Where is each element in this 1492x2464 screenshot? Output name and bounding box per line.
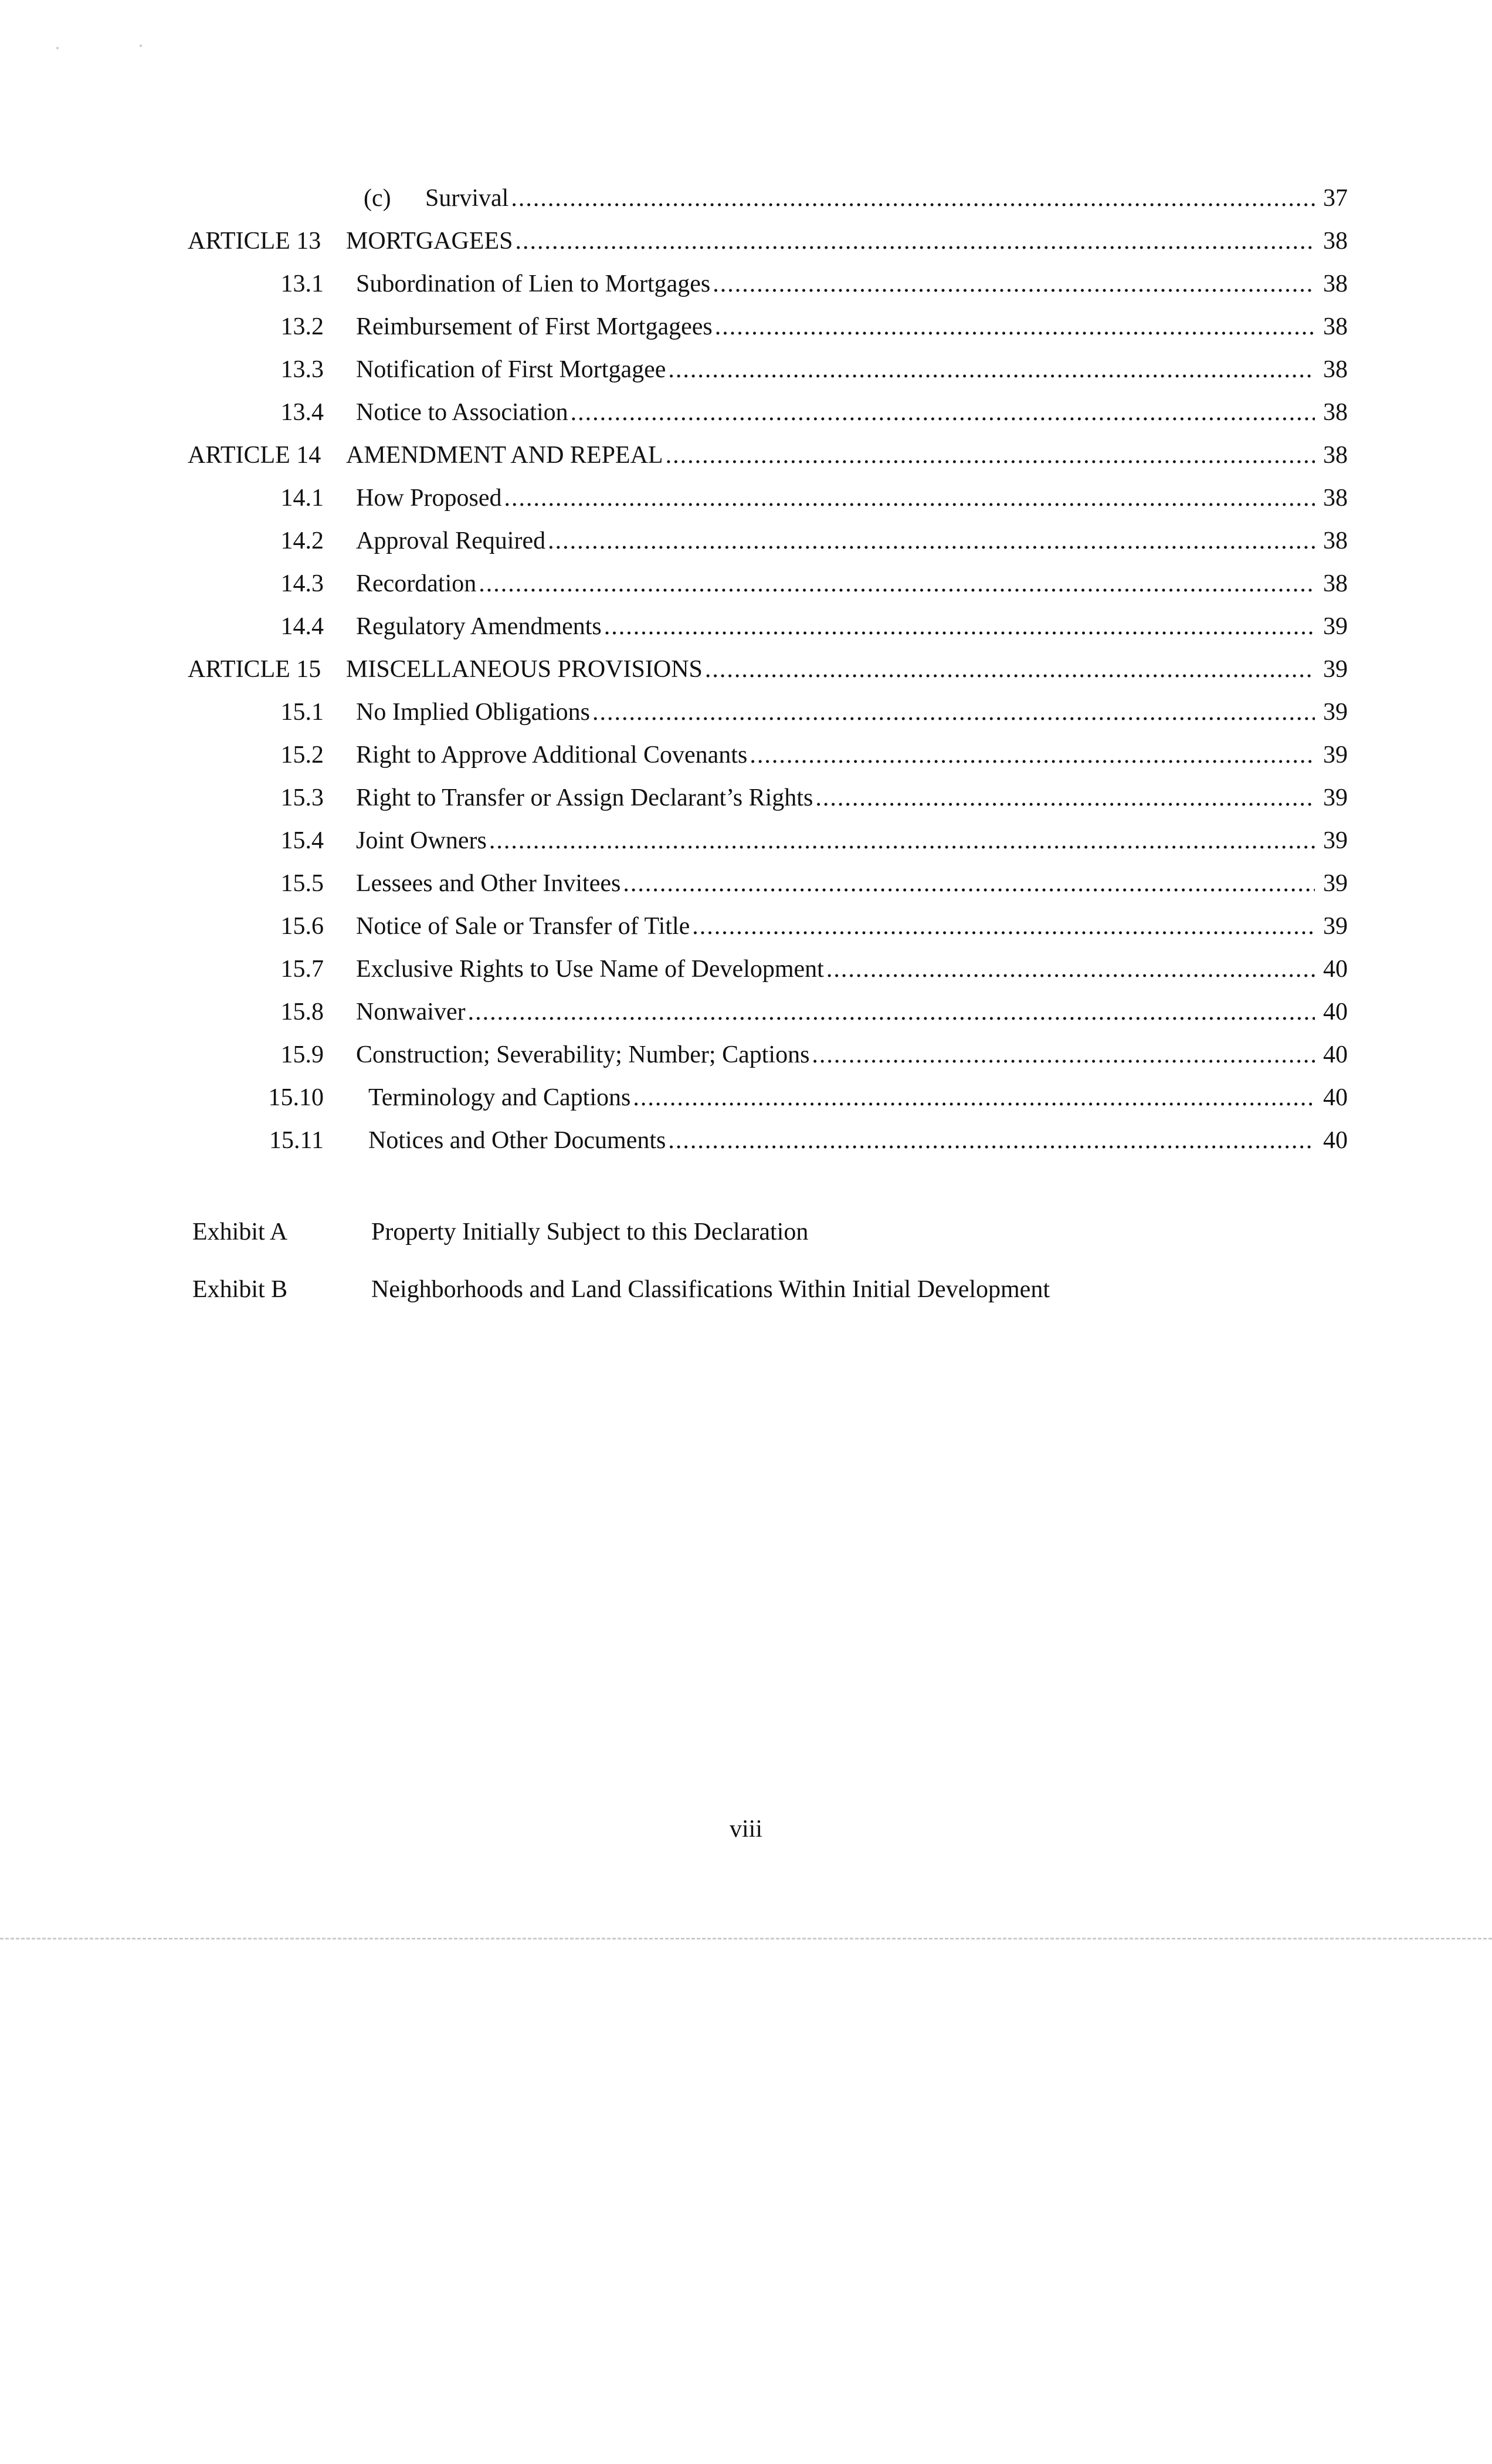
- toc-entry-page: 39: [1323, 827, 1348, 854]
- toc-entry-page: 40: [1323, 1084, 1348, 1111]
- toc-entry: [188, 948, 1348, 991]
- toc-entry-title: Approval Required: [356, 527, 546, 554]
- toc-entry-page: 38: [1323, 270, 1348, 297]
- toc-entry: [188, 1077, 1348, 1119]
- toc-entry: [188, 1034, 1348, 1077]
- dot-leader: [713, 263, 1315, 306]
- toc-entry-title: Lessees and Other Invitees: [356, 870, 621, 897]
- dot-leader: [468, 991, 1315, 1034]
- toc-entry-number: ARTICLE 13: [188, 228, 321, 255]
- toc-entry-title: Exclusive Rights to Use Name of Development: [356, 956, 824, 983]
- toc-entry-number: 13.3: [280, 356, 324, 383]
- toc-entry: [188, 520, 1348, 563]
- toc-entry-title: Joint Owners: [356, 827, 487, 854]
- toc-entry-title: Regulatory Amendments: [356, 613, 602, 640]
- toc-entry-line: [356, 391, 1348, 434]
- toc-entry-number: 15.5: [280, 870, 324, 897]
- scan-artifact-line: [0, 1938, 1492, 1940]
- toc-entry-number: 15.10: [268, 1084, 324, 1111]
- toc-entry-line: [356, 905, 1348, 948]
- dot-leader: [668, 1119, 1315, 1162]
- dot-leader: [623, 862, 1315, 905]
- toc-entry-number: 14.2: [280, 527, 324, 554]
- toc-entry: [188, 263, 1348, 306]
- toc-entry-title: Notice to Association: [356, 399, 568, 426]
- toc-entry: [188, 1119, 1348, 1162]
- toc-entry-line: [356, 820, 1348, 862]
- toc-entry-page: 39: [1323, 613, 1348, 640]
- toc-entry-line: [346, 220, 1348, 263]
- toc-entry: [188, 648, 1348, 691]
- toc-entry-page: 39: [1323, 742, 1348, 769]
- scan-speck: [140, 45, 142, 47]
- dot-leader: [489, 820, 1315, 862]
- toc-entry-page: 40: [1323, 1127, 1348, 1154]
- dot-leader: [666, 434, 1315, 477]
- toc-entry-line: [425, 177, 1348, 220]
- toc-entry: [188, 477, 1348, 520]
- dot-leader: [511, 177, 1315, 220]
- toc-entry-title: Reimbursement of First Mortgagees: [356, 313, 713, 340]
- dot-leader: [592, 691, 1315, 734]
- toc-entry-page: 40: [1323, 999, 1348, 1025]
- toc-entry-number: ARTICLE 15: [188, 656, 321, 683]
- exhibit-title: Property Initially Subject to this Declaration: [371, 1219, 809, 1245]
- toc-entry: [188, 691, 1348, 734]
- toc-entry-page: 39: [1323, 656, 1348, 683]
- exhibit-row: [192, 1272, 1307, 1329]
- toc-entry-line: [346, 648, 1348, 691]
- scan-speck: [56, 47, 59, 49]
- exhibit-title: Neighborhoods and Land Classifications Within Initial Development: [371, 1276, 1050, 1303]
- dot-leader: [515, 220, 1315, 263]
- toc-entry-number: 14.1: [280, 485, 324, 512]
- toc-entry-number: 15.11: [269, 1127, 324, 1154]
- toc-entry-page: 38: [1323, 527, 1348, 554]
- toc-entry-page: 38: [1323, 228, 1348, 255]
- toc-entry-title: Subordination of Lien to Mortgages: [356, 270, 711, 297]
- toc-entry-line: [356, 734, 1348, 777]
- toc-entry-page: 39: [1323, 784, 1348, 811]
- dot-leader: [705, 648, 1315, 691]
- toc-entry: [188, 862, 1348, 905]
- toc-entry-page: 38: [1323, 399, 1348, 426]
- toc-entry: [188, 177, 1348, 220]
- toc-entry-number: ARTICLE 14: [188, 442, 321, 469]
- dot-leader: [750, 734, 1315, 777]
- dot-leader: [504, 477, 1315, 520]
- toc-entry-line: [356, 948, 1348, 991]
- table-of-contents: [188, 177, 1348, 1162]
- toc-entry-title: Notification of First Mortgagee: [356, 356, 666, 383]
- toc-entry-line: [356, 862, 1348, 905]
- toc-entry-line: [356, 306, 1348, 348]
- toc-entry-page: 39: [1323, 913, 1348, 940]
- toc-entry-title: Right to Approve Additional Covenants: [356, 742, 748, 769]
- toc-entry-number: 15.4: [280, 827, 324, 854]
- toc-entry-title: Terminology and Captions: [368, 1084, 631, 1111]
- toc-entry-line: [356, 605, 1348, 648]
- toc-entry-page: 39: [1323, 699, 1348, 726]
- exhibit-row: [192, 1214, 1307, 1272]
- toc-entry: [188, 434, 1348, 477]
- toc-entry: [188, 991, 1348, 1034]
- toc-entry: [188, 306, 1348, 348]
- toc-entry-number: 14.3: [280, 570, 324, 597]
- dot-leader: [668, 348, 1315, 391]
- toc-entry-number: 15.7: [280, 956, 324, 983]
- toc-entry-line: [356, 563, 1348, 605]
- dot-leader: [548, 520, 1315, 563]
- toc-entry-page: 38: [1323, 313, 1348, 340]
- toc-entry-title: Notice of Sale or Transfer of Title: [356, 913, 690, 940]
- toc-entry-line: [346, 434, 1348, 477]
- toc-entry-number: 15.3: [280, 784, 324, 811]
- toc-entry-title: AMENDMENT AND REPEAL: [346, 442, 663, 469]
- toc-entry-title: How Proposed: [356, 485, 502, 512]
- toc-entry-line: [356, 477, 1348, 520]
- toc-entry-number: 13.1: [280, 270, 324, 297]
- toc-entry-title: Right to Transfer or Assign Declarant’s Rights: [356, 784, 813, 811]
- toc-entry-page: 38: [1323, 570, 1348, 597]
- toc-entry: [188, 734, 1348, 777]
- toc-entry-number: 15.1: [280, 699, 324, 726]
- toc-entry: [188, 605, 1348, 648]
- toc-entry-page: 38: [1323, 485, 1348, 512]
- dot-leader: [815, 777, 1315, 820]
- toc-entry-page: 38: [1323, 356, 1348, 383]
- toc-entry: [188, 563, 1348, 605]
- toc-entry: [188, 905, 1348, 948]
- dot-leader: [715, 306, 1315, 348]
- toc-entry-line: [356, 520, 1348, 563]
- toc-entry-page: 39: [1323, 870, 1348, 897]
- toc-entry-title: MISCELLANEOUS PROVISIONS: [346, 656, 703, 683]
- toc-entry-number: (c): [364, 185, 391, 212]
- toc-entry: [188, 391, 1348, 434]
- exhibit-label: Exhibit A: [192, 1219, 288, 1245]
- toc-entry-number: 14.4: [280, 613, 324, 640]
- toc-entry-title: Survival: [425, 185, 509, 212]
- dot-leader: [479, 563, 1315, 605]
- toc-entry-number: 15.9: [280, 1041, 324, 1068]
- dot-leader: [604, 605, 1315, 648]
- toc-entry-line: [356, 1034, 1348, 1077]
- toc-entry-title: Recordation: [356, 570, 477, 597]
- toc-entry: [188, 220, 1348, 263]
- dot-leader: [633, 1077, 1315, 1119]
- toc-entry-line: [356, 263, 1348, 306]
- page-number: viii: [729, 1816, 762, 1843]
- exhibit-label: Exhibit B: [192, 1276, 288, 1303]
- dot-leader: [692, 905, 1315, 948]
- toc-entry-line: [356, 691, 1348, 734]
- toc-entry-number: 15.6: [280, 913, 324, 940]
- toc-entry-line: [356, 777, 1348, 820]
- toc-entry-line: [368, 1119, 1348, 1162]
- toc-entry: [188, 777, 1348, 820]
- dot-leader: [571, 391, 1315, 434]
- toc-entry-title: Notices and Other Documents: [368, 1127, 666, 1154]
- toc-entry-page: 40: [1323, 1041, 1348, 1068]
- toc-entry-line: [356, 991, 1348, 1034]
- toc-entry-page: 40: [1323, 956, 1348, 983]
- toc-entry: [188, 348, 1348, 391]
- dot-leader: [812, 1034, 1315, 1077]
- dot-leader: [826, 948, 1315, 991]
- toc-entry-title: MORTGAGEES: [346, 228, 513, 255]
- exhibit-list: [192, 1214, 1307, 1329]
- toc-entry-number: 13.4: [280, 399, 324, 426]
- toc-entry-number: 13.2: [280, 313, 324, 340]
- toc-entry-title: Construction; Severability; Number; Captions: [356, 1041, 810, 1068]
- toc-entry-page: 37: [1323, 185, 1348, 212]
- toc-entry: [188, 820, 1348, 862]
- toc-entry-title: No Implied Obligations: [356, 699, 590, 726]
- toc-entry-page: 38: [1323, 442, 1348, 469]
- toc-entry-title: Nonwaiver: [356, 999, 466, 1025]
- toc-entry-line: [356, 348, 1348, 391]
- toc-entry-line: [368, 1077, 1348, 1119]
- toc-entry-number: 15.2: [280, 742, 324, 769]
- toc-entry-number: 15.8: [280, 999, 324, 1025]
